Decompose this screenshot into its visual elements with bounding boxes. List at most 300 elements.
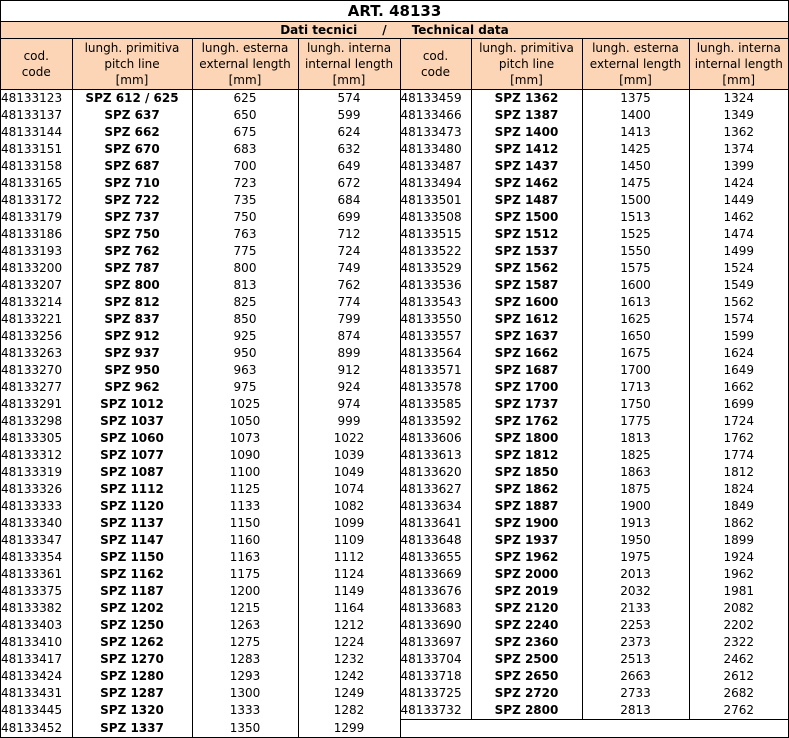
right-internal-length-cell: 1549 [689,277,788,294]
left-external-length-cell: 700 [192,158,298,175]
right-code-cell: 48133704 [400,651,471,668]
right-pitch-line-cell: SPZ 1662 [471,345,582,362]
table-row [1,209,788,226]
left-external-length-cell: 1163 [192,549,298,566]
right-code-cell: 48133557 [400,328,471,345]
left-external-length-cell: 723 [192,175,298,192]
right-internal-length-cell: 1462 [689,209,788,226]
right-pitch-line-cell: SPZ 1962 [471,549,582,566]
table-row [1,192,788,209]
section-subtitle: Dati tecnici / Technical data [1,22,788,39]
left-pitch-line-cell: SPZ 800 [72,277,192,294]
left-pitch-line-cell: SPZ 1077 [72,447,192,464]
right-external-length-cell: 1475 [582,175,689,192]
table-row [1,396,788,413]
right-header-external-length [582,39,689,90]
right-code-cell: 48133732 [400,702,471,720]
right-header-internal-length [689,39,788,90]
left-code-cell: 48133144 [1,125,63,139]
right-internal-length-cell: 1524 [689,260,788,277]
left-header-code [1,39,72,90]
left-pitch-line-cell: SPZ 1250 [72,617,192,634]
left-code-cell: 48133417 [1,652,63,666]
right-internal-length-cell: 1362 [689,124,788,141]
right-internal-length-cell: 1662 [689,379,788,396]
table-row [1,362,788,379]
right-internal-length-cell: 1699 [689,396,788,413]
left-code-cell: 48133333 [1,499,63,513]
right-external-length-cell: 1500 [582,192,689,209]
right-internal-length-cell: 1574 [689,311,788,328]
left-external-length-cell: 1100 [192,464,298,481]
left-code-cell: 48133193 [1,244,63,258]
left-external-length-cell: 1133 [192,498,298,515]
right-external-length-cell: 2032 [582,583,689,600]
right-external-length-cell: 1813 [582,430,689,447]
right-pitch-line-cell: SPZ 1862 [471,481,582,498]
right-code-cell: 48133501 [400,192,471,209]
table-row [1,617,788,634]
right-external-length-cell: 1525 [582,226,689,243]
right-code-cell: 48133683 [400,600,471,617]
table-row [1,345,788,362]
table-row [1,243,788,260]
right-internal-length-cell: 1862 [689,515,788,532]
right-pitch-line-cell: SPZ 1612 [471,311,582,328]
left-internal-length-cell: 1299 [298,720,400,738]
left-external-length-cell: 825 [192,294,298,311]
right-internal-length-cell: 2612 [689,668,788,685]
left-code-cell: 48133326 [1,482,63,496]
right-internal-length-cell: 1981 [689,583,788,600]
right-external-length-cell: 1900 [582,498,689,515]
left-internal-length-cell: 924 [298,379,400,396]
left-external-length-cell: 1275 [192,634,298,651]
right-pitch-line-cell: SPZ 2500 [471,651,582,668]
left-pitch-line-cell: SPZ 1137 [72,515,192,532]
right-internal-length-cell: 1962 [689,566,788,583]
left-code-cell: 48133172 [1,193,63,207]
left-external-length-cell: 1050 [192,413,298,430]
table-row [1,226,788,243]
right-pitch-line-cell: SPZ 1500 [471,209,582,226]
left-external-length-cell: 1300 [192,685,298,702]
right-internal-length-cell: 1474 [689,226,788,243]
right-internal-length-cell: 1424 [689,175,788,192]
left-external-length-cell: 750 [192,209,298,226]
header-line: external length [589,57,682,71]
right-code-cell: 48133578 [400,379,471,396]
header-line: lungh. primitiva [84,41,180,55]
table-row [1,141,788,158]
right-external-length-cell: 1613 [582,294,689,311]
header-line: lungh. esterna [201,41,289,55]
right-external-length-cell: 1775 [582,413,689,430]
left-internal-length-cell: 632 [298,141,400,158]
left-code-cell: 48133165 [1,176,63,190]
left-pitch-line-cell: SPZ 612 / 625 [72,90,192,108]
right-pitch-line-cell: SPZ 1537 [471,243,582,260]
left-internal-length-cell: 974 [298,396,400,413]
left-internal-length-cell: 1112 [298,549,400,566]
right-code-cell: 48133613 [400,447,471,464]
left-pitch-line-cell: SPZ 1162 [72,566,192,583]
left-pitch-line-cell: SPZ 1112 [72,481,192,498]
left-internal-length-cell: 1224 [298,634,400,651]
left-external-length-cell: 1215 [192,600,298,617]
left-code-cell: 48133410 [1,635,63,649]
table-row [1,379,788,396]
table-row [1,175,788,192]
header-line: external length [199,57,291,71]
right-pitch-line-cell: SPZ 1600 [471,294,582,311]
left-pitch-line-cell: SPZ 662 [72,124,192,141]
table-row [1,566,788,583]
left-internal-length-cell: 799 [298,311,400,328]
right-internal-length-cell: 1449 [689,192,788,209]
right-pitch-line-cell: SPZ 2019 [471,583,582,600]
left-pitch-line-cell: SPZ 962 [72,379,192,396]
right-code-cell: 48133690 [400,617,471,634]
technical-data-table [1,39,788,737]
left-code-cell: 48133319 [1,465,63,479]
left-external-length-cell: 1283 [192,651,298,668]
right-internal-length-cell: 1599 [689,328,788,345]
right-external-length-cell: 2733 [582,685,689,702]
header-line: [mm] [510,73,543,87]
left-external-length-cell: 1263 [192,617,298,634]
header-line: internal length [304,57,394,71]
left-external-length-cell: 1293 [192,668,298,685]
left-code-cell: 48133270 [1,363,63,377]
left-pitch-line-cell: SPZ 1280 [72,668,192,685]
right-pitch-line-cell: SPZ 1762 [471,413,582,430]
left-code-cell: 48133403 [1,618,63,632]
right-pitch-line-cell: SPZ 1387 [471,107,582,124]
table-row [1,583,788,600]
left-internal-length-cell: 712 [298,226,400,243]
left-external-length-cell: 763 [192,226,298,243]
table-row [1,90,788,108]
left-internal-length-cell: 599 [298,107,400,124]
left-code-cell: 48133263 [1,346,63,360]
left-internal-length-cell: 749 [298,260,400,277]
right-external-length-cell: 1975 [582,549,689,566]
right-internal-length-cell: 1624 [689,345,788,362]
right-internal-length-cell: 1562 [689,294,788,311]
right-internal-length-cell: 2762 [689,702,788,720]
right-external-length-cell: 2373 [582,634,689,651]
right-pitch-line-cell: SPZ 2120 [471,600,582,617]
left-internal-length-cell: 1109 [298,532,400,549]
right-internal-length-cell: 1649 [689,362,788,379]
left-header-external-length [192,39,298,90]
left-code-cell: 48133312 [1,448,63,462]
left-internal-length-cell: 1022 [298,430,400,447]
left-external-length-cell: 800 [192,260,298,277]
right-internal-length-cell: 1724 [689,413,788,430]
right-code-cell: 48133676 [400,583,471,600]
left-code-cell: 48133158 [1,159,63,173]
table-row [1,294,788,311]
right-internal-length-cell: 1324 [689,90,788,108]
right-internal-length-cell: 1349 [689,107,788,124]
right-code-cell: 48133634 [400,498,471,515]
left-internal-length-cell: 1099 [298,515,400,532]
header-line: lungh. interna [306,41,392,55]
header-line: [mm] [722,73,756,87]
left-external-length-cell: 675 [192,124,298,141]
left-internal-length-cell: 724 [298,243,400,260]
left-code-cell: 48133186 [1,227,63,241]
left-internal-length-cell: 1212 [298,617,400,634]
right-internal-length-cell: 2462 [689,651,788,668]
table-row [1,413,788,430]
right-external-length-cell: 1625 [582,311,689,328]
right-internal-length-cell: 1849 [689,498,788,515]
right-external-length-cell: 2013 [582,566,689,583]
right-external-length-cell: 1713 [582,379,689,396]
table-row [1,685,788,702]
left-external-length-cell: 925 [192,328,298,345]
table-row [1,277,788,294]
left-code-cell: 48133382 [1,601,63,615]
table-row [1,328,788,345]
left-pitch-line-cell: SPZ 1087 [72,464,192,481]
left-code-cell: 48133291 [1,397,63,411]
right-external-length-cell: 1575 [582,260,689,277]
left-external-length-cell: 1160 [192,532,298,549]
right-external-length-cell: 1375 [582,90,689,108]
left-internal-length-cell: 1282 [298,702,400,720]
right-code-cell: 48133648 [400,532,471,549]
right-internal-length-cell: 2202 [689,617,788,634]
right-internal-length-cell: 1774 [689,447,788,464]
article-title: ART. 48133 [1,1,788,22]
right-code-cell: 48133592 [400,413,471,430]
right-external-length-cell: 1913 [582,515,689,532]
left-internal-length-cell: 684 [298,192,400,209]
header-line: cod. [422,49,449,63]
left-external-length-cell: 625 [192,90,298,108]
right-pitch-line-cell: SPZ 2360 [471,634,582,651]
right-internal-length-cell: 1762 [689,430,788,447]
left-external-length-cell: 963 [192,362,298,379]
right-external-length-cell: 2253 [582,617,689,634]
right-code-cell: 48133571 [400,362,471,379]
right-code-cell: 48133550 [400,311,471,328]
left-code-cell: 48133354 [1,550,63,564]
left-internal-length-cell: 999 [298,413,400,430]
right-external-length-cell: 1425 [582,141,689,158]
left-external-length-cell: 1200 [192,583,298,600]
left-external-length-cell: 1125 [192,481,298,498]
right-code-cell: 48133718 [400,668,471,685]
left-pitch-line-cell: SPZ 787 [72,260,192,277]
table-row [1,124,788,141]
right-external-length-cell: 1700 [582,362,689,379]
table-row [1,549,788,566]
header-line: [mm] [115,73,149,87]
right-pitch-line-cell: SPZ 1562 [471,260,582,277]
left-code-cell: 48133221 [1,312,63,326]
left-header-internal-length [298,39,400,90]
table-row [1,634,788,651]
header-line: [mm] [619,73,652,87]
right-code-cell: 48133543 [400,294,471,311]
left-external-length-cell: 1090 [192,447,298,464]
left-internal-length-cell: 624 [298,124,400,141]
right-code-cell: 48133508 [400,209,471,226]
right-code-cell: 48133697 [400,634,471,651]
left-pitch-line-cell: SPZ 637 [72,107,192,124]
left-internal-length-cell: 1039 [298,447,400,464]
table-row [1,481,788,498]
left-external-length-cell: 1175 [192,566,298,583]
left-internal-length-cell: 1124 [298,566,400,583]
right-pitch-line-cell: SPZ 1850 [471,464,582,481]
left-external-length-cell: 1073 [192,430,298,447]
left-pitch-line-cell: SPZ 1337 [72,720,192,738]
right-external-length-cell: 1550 [582,243,689,260]
table-row [1,532,788,549]
right-pitch-line-cell: SPZ 1487 [471,192,582,209]
left-external-length-cell: 1025 [192,396,298,413]
left-external-length-cell: 1333 [192,702,298,720]
right-code-cell: 48133585 [400,396,471,413]
left-pitch-line-cell: SPZ 687 [72,158,192,175]
right-external-length-cell: 2663 [582,668,689,685]
left-internal-length-cell: 574 [298,90,400,108]
left-pitch-line-cell: SPZ 937 [72,345,192,362]
right-internal-length-cell: 1824 [689,481,788,498]
table-row [1,498,788,515]
right-internal-length-cell: 1812 [689,464,788,481]
table-row [1,600,788,617]
right-pitch-line-cell: SPZ 1400 [471,124,582,141]
left-code-cell: 48133151 [1,142,63,156]
right-external-length-cell: 2513 [582,651,689,668]
right-external-length-cell: 1675 [582,345,689,362]
right-external-length-cell: 1413 [582,124,689,141]
right-pitch-line-cell: SPZ 1512 [471,226,582,243]
right-pitch-line-cell: SPZ 1587 [471,277,582,294]
table-row [1,668,788,685]
right-code-cell: 48133487 [400,158,471,175]
left-pitch-line-cell: SPZ 1320 [72,702,192,720]
left-code-cell: 48133200 [1,261,63,275]
left-external-length-cell: 775 [192,243,298,260]
right-code-cell: 48133669 [400,566,471,583]
left-internal-length-cell: 1232 [298,651,400,668]
right-pitch-line-cell: SPZ 1737 [471,396,582,413]
right-pitch-line-cell: SPZ 1637 [471,328,582,345]
right-internal-length-cell: 2082 [689,600,788,617]
right-internal-length-cell: 1499 [689,243,788,260]
right-code-cell: 48133473 [400,124,471,141]
header-line: pitch line [104,57,160,71]
header-line: lungh. interna [696,41,781,55]
right-code-cell: 48133494 [400,175,471,192]
left-internal-length-cell: 699 [298,209,400,226]
header-line: [mm] [332,73,366,87]
left-external-length-cell: 650 [192,107,298,124]
right-internal-length-cell: 2682 [689,685,788,702]
right-internal-length-cell: 1374 [689,141,788,158]
left-code-cell: 48133256 [1,329,63,343]
left-pitch-line-cell: SPZ 1147 [72,532,192,549]
right-internal-length-cell: 2322 [689,634,788,651]
left-external-length-cell: 735 [192,192,298,209]
header-line: code [21,65,51,79]
right-pitch-line-cell: SPZ 1437 [471,158,582,175]
right-external-length-cell: 1513 [582,209,689,226]
left-external-length-cell: 683 [192,141,298,158]
right-header-code [400,39,471,90]
right-internal-length-cell: 1399 [689,158,788,175]
right-pitch-line-cell: SPZ 1412 [471,141,582,158]
right-code-cell: 48133641 [400,515,471,532]
right-internal-length-cell: 1924 [689,549,788,566]
table-row [1,430,788,447]
header-line: cod. [23,49,49,63]
right-code-cell: 48133620 [400,464,471,481]
left-code-cell: 48133207 [1,278,63,292]
empty-cell [400,720,788,738]
left-internal-length-cell: 672 [298,175,400,192]
right-pitch-line-cell: SPZ 1700 [471,379,582,396]
left-code-cell: 48133214 [1,295,63,309]
right-external-length-cell: 1825 [582,447,689,464]
left-code-cell: 48133424 [1,669,63,683]
left-internal-length-cell: 1049 [298,464,400,481]
right-external-length-cell: 1650 [582,328,689,345]
left-internal-length-cell: 912 [298,362,400,379]
right-code-cell: 48133655 [400,549,471,566]
left-code-cell: 48133361 [1,567,63,581]
left-internal-length-cell: 1164 [298,600,400,617]
header-line: internal length [694,57,783,71]
left-external-length-cell: 975 [192,379,298,396]
header-row [1,39,788,90]
left-code-cell: 48133305 [1,431,63,445]
right-pitch-line-cell: SPZ 1362 [471,90,582,108]
right-pitch-line-cell: SPZ 1900 [471,515,582,532]
left-internal-length-cell: 1149 [298,583,400,600]
left-pitch-line-cell: SPZ 1270 [72,651,192,668]
left-pitch-line-cell: SPZ 1120 [72,498,192,515]
left-pitch-line-cell: SPZ 1037 [72,413,192,430]
right-code-cell: 48133522 [400,243,471,260]
right-pitch-line-cell: SPZ 2720 [471,685,582,702]
header-line: pitch line [498,57,555,71]
right-external-length-cell: 2133 [582,600,689,617]
left-pitch-line-cell: SPZ 710 [72,175,192,192]
left-pitch-line-cell: SPZ 670 [72,141,192,158]
left-code-cell: 48133298 [1,414,63,428]
left-internal-length-cell: 874 [298,328,400,345]
right-pitch-line-cell: SPZ 1687 [471,362,582,379]
table-row [1,464,788,481]
right-header-pitch-line [471,39,582,90]
table-row [1,447,788,464]
right-pitch-line-cell: SPZ 1800 [471,430,582,447]
right-external-length-cell: 1750 [582,396,689,413]
left-pitch-line-cell: SPZ 762 [72,243,192,260]
right-code-cell: 48133466 [400,107,471,124]
header-line: [mm] [228,73,262,87]
left-internal-length-cell: 649 [298,158,400,175]
